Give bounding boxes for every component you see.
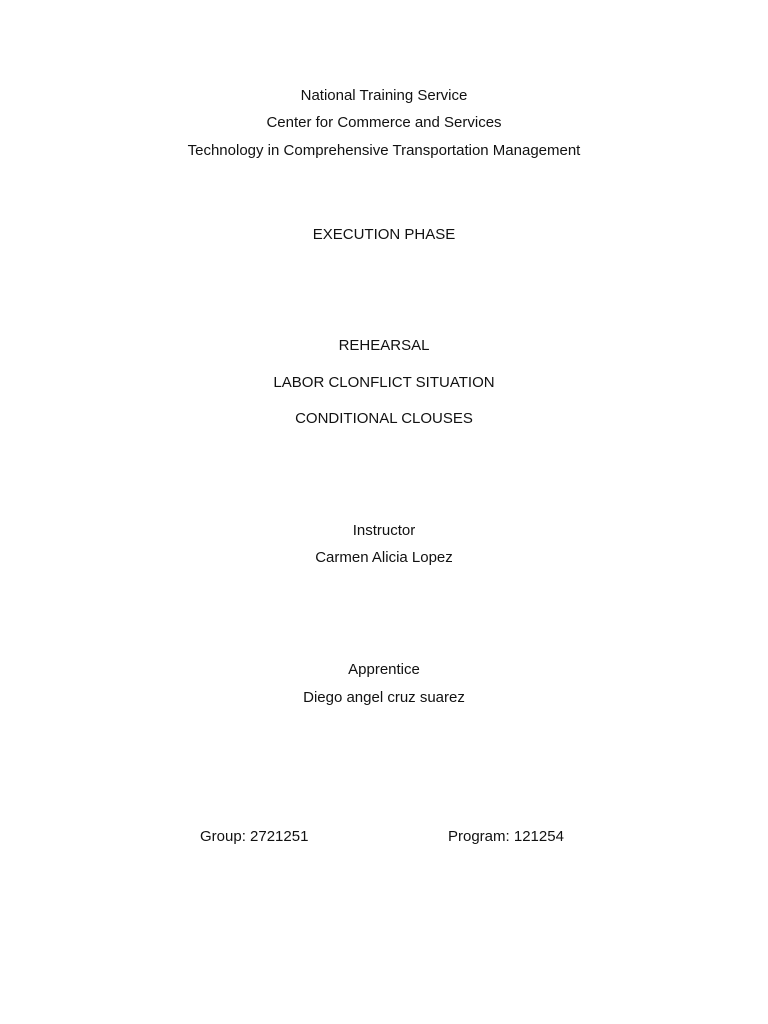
topic-subtitle: CONDITIONAL CLOUSES — [295, 410, 473, 427]
program-number: Program: 121254 — [448, 828, 564, 845]
group-number: Group: 2721251 — [200, 828, 309, 845]
rehearsal-heading: REHEARSAL — [338, 337, 430, 354]
topic-title: LABOR CLONFLICT SITUATION — [273, 374, 495, 391]
center-name: Center for Commerce and Services — [266, 114, 502, 131]
phase-title: EXECUTION PHASE — [312, 226, 456, 243]
program-name: Technology in Comprehensive Transportation Management — [187, 142, 581, 159]
instructor-label: Instructor — [352, 522, 416, 539]
institution-name: National Training Service — [300, 87, 468, 104]
apprentice-label: Apprentice — [348, 661, 420, 678]
instructor-name: Carmen Alicia Lopez — [315, 549, 453, 566]
apprentice-name: Diego angel cruz suarez — [303, 689, 465, 706]
